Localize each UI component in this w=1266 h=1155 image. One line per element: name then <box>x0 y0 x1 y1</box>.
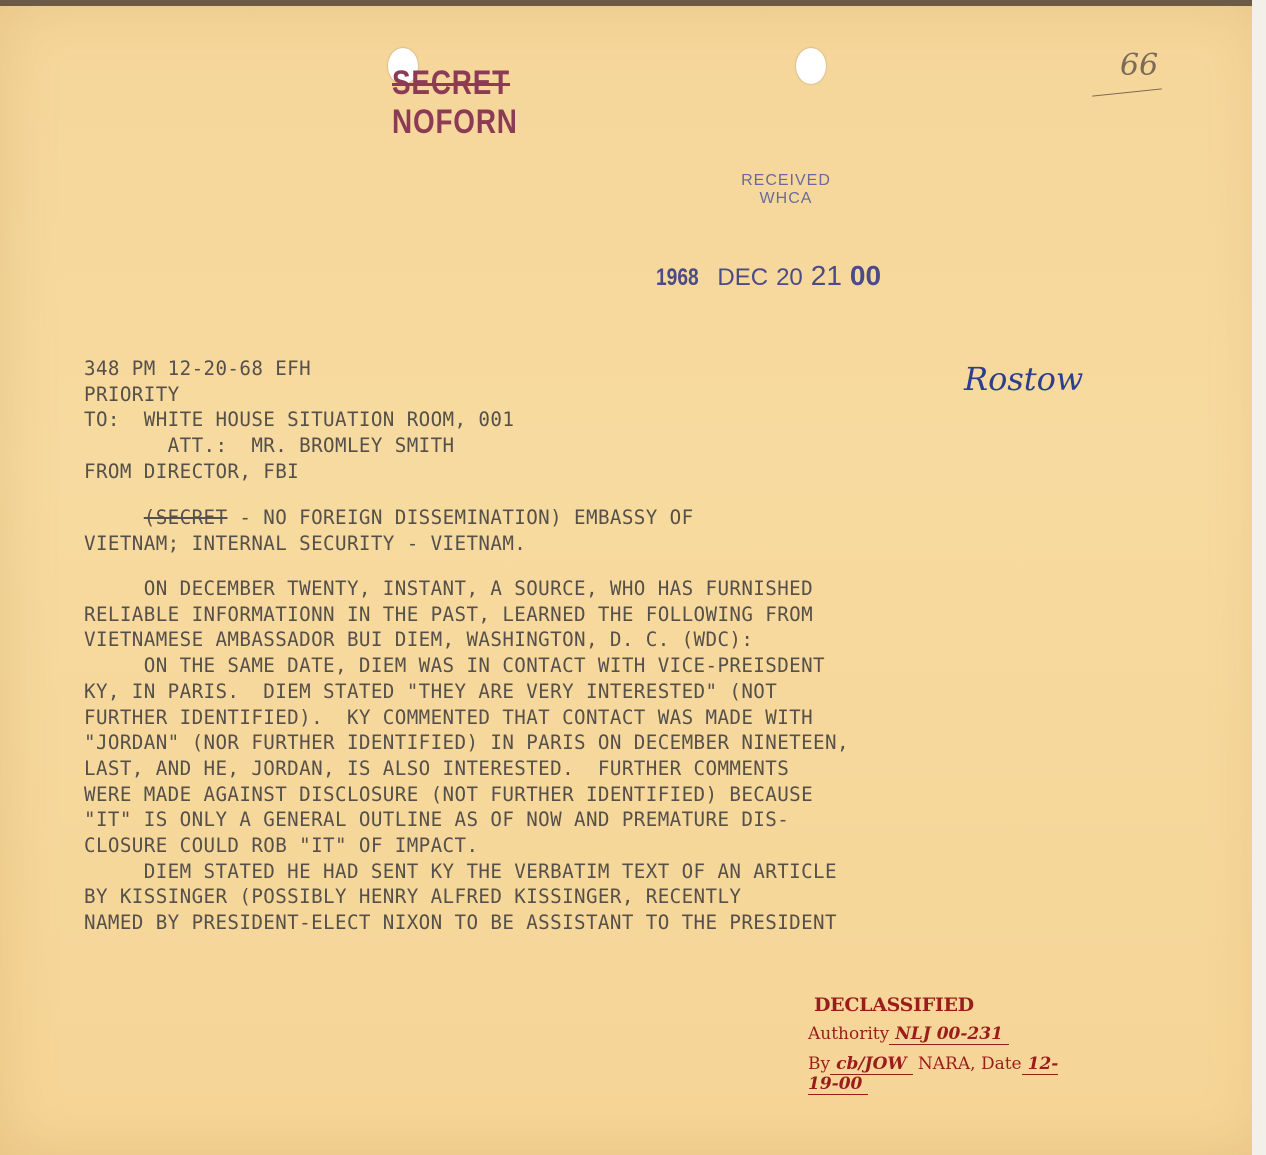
routing-header <box>84 356 514 485</box>
authority-value: NLJ 00-231 <box>889 1024 1009 1045</box>
body-line: DIEM STATED HE HAD SENT KY THE VERBATIM TEXT OF AN ARTICLE <box>84 859 837 883</box>
body-line: KY, IN PARIS. DIEM STATED "THEY ARE VERY INTERESTED" (NOT <box>84 679 778 703</box>
body-line: "JORDAN" (NOR FURTHER IDENTIFIED) IN PARIS ON DECEMBER NINETEEN, <box>84 731 849 755</box>
body-line: LAST, AND HE, JORDAN, IS ALSO INTERESTED. FURTHER COMMENTS <box>84 756 790 780</box>
subject-indent <box>84 506 144 529</box>
header-line-4: ATT.: MR. BROMLEY SMITH <box>84 434 455 458</box>
body-line: BY KISSINGER (POSSIBLY HENRY ALFRED KISSINGER, RECENTLY <box>84 885 742 909</box>
date-month: DEC <box>717 264 769 291</box>
body-line: RELIABLE INFORMATIONN IN THE PAST, LEARNED THE FOLLOWING FROM <box>84 602 814 626</box>
subject-line-2: VIETNAM; INTERNAL SECURITY - VIETNAM. <box>84 531 527 555</box>
authority-label: Authority <box>808 1024 890 1044</box>
date-year: 1968 <box>656 264 699 291</box>
nara-date-label: NARA, Date <box>917 1054 1022 1074</box>
declassified-date: 12-19-00 <box>808 1054 1059 1094</box>
subject-struck-classification: (SECRET <box>143 506 228 529</box>
header-line-2: PRIORITY <box>84 382 180 406</box>
page-right-margin <box>1252 0 1266 1155</box>
page-top-edge <box>0 0 1266 6</box>
date-hour: 21 <box>810 260 842 291</box>
received-agency: WHCA <box>759 190 813 207</box>
body-line: WERE MADE AGAINST DISCLOSURE (NOT FURTHER IDENTIFIED) BECAUSE <box>84 782 814 806</box>
date-minute: 00 <box>849 260 882 291</box>
classification-noforn: NOFORN <box>392 103 518 141</box>
by-value: cb/JOW <box>830 1054 912 1075</box>
header-line-1: 348 PM 12-20-68 EFH <box>84 357 312 380</box>
handwritten-name: Rostow <box>964 360 1084 398</box>
classification-struck-word: SECRET <box>392 64 511 102</box>
received-label: RECEIVED <box>741 172 831 189</box>
body-line: VIETNAMESE AMBASSADOR BUI DIEM, WASHINGTON, D. C. (WDC): <box>84 628 754 652</box>
body-line: NAMED BY PRESIDENT-ELECT NIXON TO BE ASSISTANT TO THE PRESIDENT <box>84 911 837 935</box>
body-line: CLOSURE COULD ROB "IT" OF IMPACT. <box>84 834 479 858</box>
classification-stamp <box>392 64 589 141</box>
declassified-title: DECLASSIFIED <box>814 994 974 1016</box>
body-line: FURTHER IDENTIFIED). KY COMMENTED THAT CONTACT WAS MADE WITH <box>84 705 814 729</box>
page-number-underline <box>1092 88 1162 96</box>
by-label: By <box>808 1054 831 1074</box>
received-stamp <box>728 172 844 216</box>
page-number: 66 <box>1120 48 1159 83</box>
date-time-stamp <box>656 260 936 292</box>
declassified-by <box>808 1054 1068 1094</box>
body-line: ON DECEMBER TWENTY, INSTANT, A SOURCE, WHO HAS FURNISHED <box>84 577 814 600</box>
declassification-stamp <box>808 994 1068 1094</box>
subject-block <box>84 505 694 556</box>
body-line: ON THE SAME DATE, DIEM WAS IN CONTACT WITH VICE-PREISDENT <box>84 654 826 678</box>
header-line-5: FROM DIRECTOR, FBI <box>84 459 300 483</box>
subject-line-1: - NO FOREIGN DISSEMINATION) EMBASSY OF <box>227 506 694 529</box>
message-body <box>84 576 849 936</box>
punch-hole-right <box>796 48 826 84</box>
header-line-3: TO: WHITE HOUSE SITUATION ROOM, 001 <box>84 408 515 432</box>
date-day: 20 <box>776 264 803 291</box>
body-line: "IT" IS ONLY A GENERAL OUTLINE AS OF NOW AND PREMATURE DIS- <box>84 808 790 832</box>
declassified-authority <box>808 1024 1009 1044</box>
